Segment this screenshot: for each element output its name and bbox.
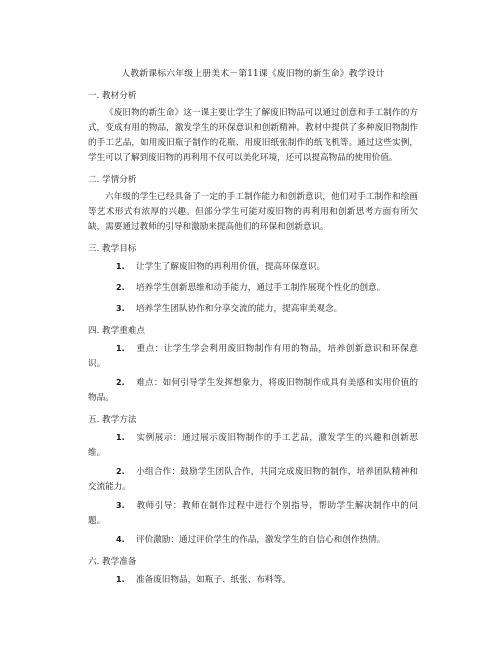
list-item-text: 实例展示：通过展示废旧物制作的手工艺品，激发学生的兴趣和创新思维。 bbox=[88, 433, 418, 458]
list-item-number: 4. bbox=[116, 535, 125, 544]
section-heading-1: 一. 教材分析 bbox=[88, 91, 137, 101]
list-item-text: 重点：让学生学会利用废旧物制作有用的物品，培养创新意识和环保意识。 bbox=[88, 344, 418, 369]
list-item bbox=[88, 532, 418, 548]
list-item bbox=[88, 498, 418, 529]
section-heading-2: 二. 学情分析 bbox=[88, 175, 137, 185]
list-item-number: 1. bbox=[116, 575, 125, 584]
list-item bbox=[88, 259, 418, 275]
section-paragraph-2: 六年级的学生已经具备了一定的手工制作能力和创新意识，他们对手工制作和绘画等艺术形式有浓厚的兴趣。但部分学生可能对废旧物的再利用和创新思考方面有所欠缺，需要通过教师的引导和激励来提高他们的环保和创新意识。 bbox=[88, 192, 418, 232]
list-item-number: 1. bbox=[116, 344, 125, 353]
list-item-number: 2. bbox=[116, 378, 125, 387]
list-item-text: 准备废旧物品，如瓶子、纸张、布料等。 bbox=[136, 575, 291, 585]
list-item bbox=[88, 572, 418, 588]
list-item-text: 培养学生团队协作和分享交流的能力，提高审美观念。 bbox=[136, 304, 343, 314]
section-heading-3: 三. 教学目标 bbox=[88, 244, 137, 254]
list-item bbox=[88, 341, 418, 372]
list-item-number: 2. bbox=[116, 467, 125, 476]
section-heading-4: 四. 教学重难点 bbox=[88, 326, 146, 336]
list-item-number: 3. bbox=[116, 501, 125, 510]
list-item-text: 教师引导：教师在制作过程中进行个别指导，帮助学生解决制作中的问题。 bbox=[88, 501, 418, 526]
list-item-text: 小组合作：鼓励学生团队合作，共同完成废旧物的制作，培养团队精神和交流能力。 bbox=[88, 467, 418, 492]
document-title: 人教新课标六年级上册美术－第11课《废旧物的新生命》教学设计 bbox=[121, 69, 385, 79]
list-item-text: 让学生了解废旧物的再利用价值，提高环保意识。 bbox=[136, 262, 326, 272]
list-item-number: 3. bbox=[116, 304, 125, 313]
list-item-text: 难点：如何引导学生发挥想象力，将废旧物制作成具有美感和实用价值的物品。 bbox=[88, 378, 418, 403]
list-item bbox=[88, 280, 418, 296]
section-heading-6: 六. 教学准备 bbox=[88, 557, 137, 567]
list-item bbox=[88, 375, 418, 406]
section-paragraph-1: 《废旧物的新生命》这一课主要让学生了解废旧物品可以通过创意和手工制作的方式，变成有用的物品，激发学生的环保意识和创新精神。教材中提供了多种废旧物制作的手工艺品，如用废旧瓶子制作的花瓶、用废旧纸张制作的纸飞机等。通过这些实例，学生可以了解到废旧物的再利用不仅可以美化环境，还可以提高物品的使用价值。 bbox=[88, 108, 418, 163]
list-item-text: 评价激励：通过评价学生的作品，激发学生的自信心和创作热情。 bbox=[136, 535, 386, 545]
list-item-text: 培养学生创新思维和动手能力，通过手工制作展现个性化的创意。 bbox=[136, 283, 386, 293]
list-item bbox=[88, 301, 418, 317]
list-item-number: 1. bbox=[116, 262, 125, 271]
list-item bbox=[88, 464, 418, 495]
list-item bbox=[88, 430, 418, 461]
list-item-number: 2. bbox=[116, 283, 125, 292]
list-item-number: 1. bbox=[116, 433, 125, 442]
section-heading-5: 五. 教学方法 bbox=[88, 415, 137, 425]
